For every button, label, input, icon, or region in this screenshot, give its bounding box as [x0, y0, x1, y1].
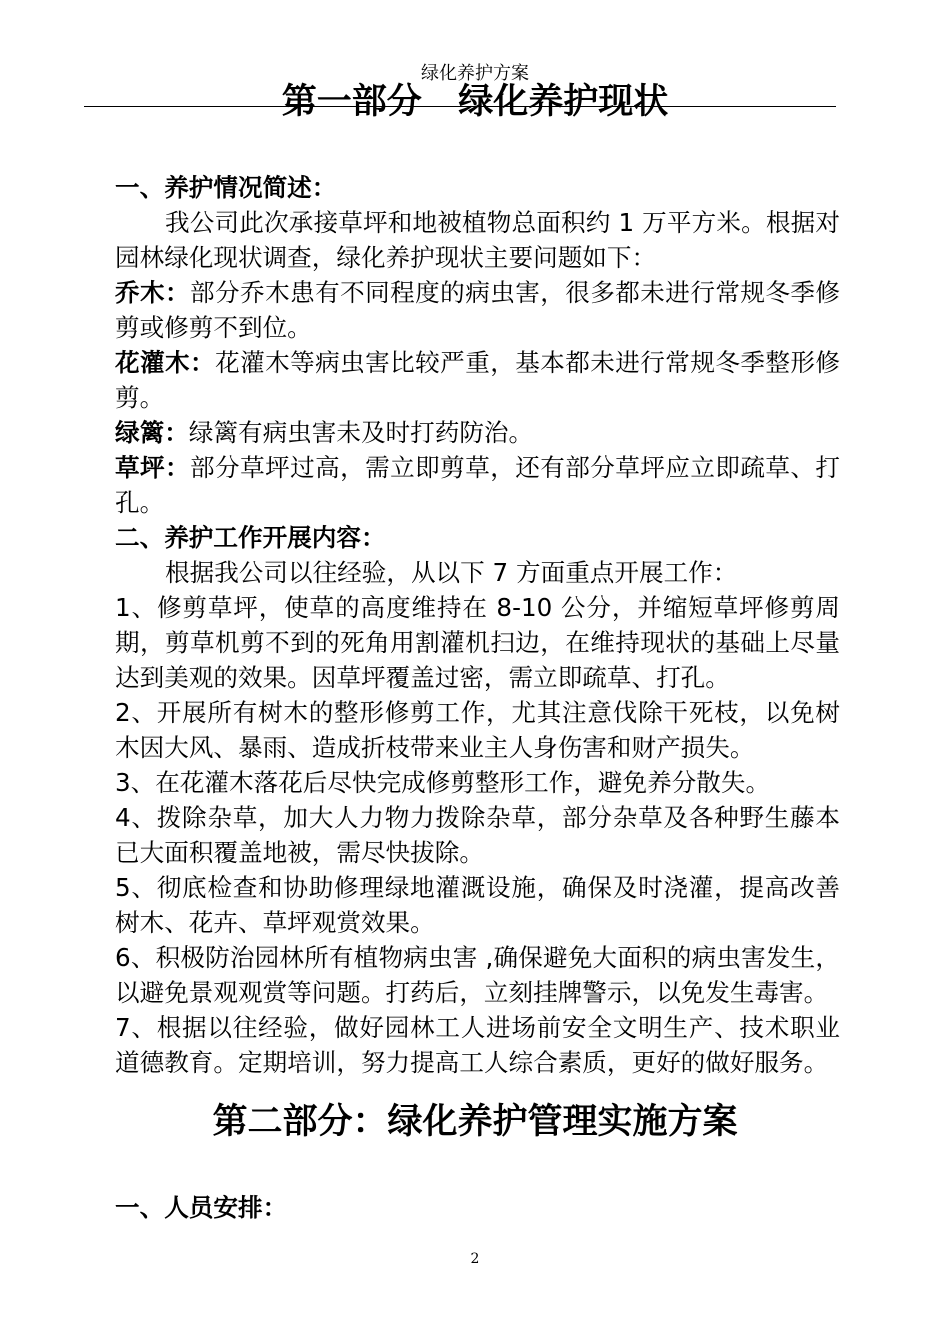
page-number: 2 — [470, 1251, 480, 1267]
work-item: 4、拨除杂草，加大人力物力拨除杂草，部分杂草及各种野生藤本已大面积覆盖地被，需尽快拔除。 — [115, 803, 840, 867]
issue-label: 花灌木： — [115, 348, 216, 377]
part1-body — [115, 170, 840, 1080]
work-item: 1、修剪草坪，使草的高度维持在 8-10 公分，并缩短草坪修剪周期，剪草机剪不到的死角用割灌机扫边，在维持现状的基础上尽量达到美观的效果。因草坪覆盖过密，需立即疏草、打孔。 — [115, 593, 840, 692]
section-heading-work-content: 二、养护工作开展内容： — [115, 523, 386, 552]
issue-label: 草坪： — [115, 453, 191, 482]
work-item: 5、彻底检查和协助修理绿地灌溉设施，确保及时浇灌，提高改善树木、花卉、草坪观赏效果。 — [115, 873, 840, 937]
issue-text: 绿篱有病虫害未及时打药防治。 — [188, 418, 534, 447]
issue-shrubs — [115, 345, 840, 415]
issue-lawn — [115, 450, 840, 520]
issue-text: 部分草坪过高，需立即剪草，还有部分草坪应立即疏草、打孔。 — [115, 453, 840, 517]
section-heading-care-overview: 一、养护情况简述： — [115, 173, 337, 202]
work-item: 6、积极防治园林所有植物病虫害 ,确保避免大面积的病虫害发生，以避免景观观赏等问题。打药后，立刻挂牌警示，以免发生毒害。 — [115, 943, 840, 1007]
issue-text: 部分乔木患有不同程度的病虫害，很多都未进行常规冬季修剪或修剪不到位。 — [115, 278, 840, 342]
work-item: 2、开展所有树木的整形修剪工作，尤其注意伐除干死枝，以免树木因大风、暴雨、造成折枝带来业主人身伤害和财产损失。 — [115, 698, 840, 762]
issue-label: 绿篱： — [115, 418, 189, 447]
work-content-intro: 根据我公司以往经验，从以下 7 方面重点开展工作： — [165, 558, 738, 587]
issue-trees — [115, 275, 840, 345]
issue-text: 花灌木等病虫害比较严重，基本都未进行常规冬季整形修剪。 — [115, 348, 840, 412]
work-item: 7、根据以往经验，做好园林工人进场前安全文明生产、技术职业道德教育。定期培训，努力提高工人综合素质，更好的做好服务。 — [115, 1013, 840, 1077]
work-item: 3、在花灌木落花后尽快完成修剪整形工作，避免养分散失。 — [115, 768, 771, 797]
issue-hedges — [115, 415, 840, 450]
part1-title: 第一部分 绿化养护现状 — [281, 82, 669, 122]
running-header-title: 绿化养护方案 — [421, 63, 529, 84]
part2-title: 第二部分：绿化养护管理实施方案 — [212, 1102, 738, 1142]
section-heading-staffing: 一、人员安排： — [115, 1193, 288, 1222]
issue-label: 乔木： — [115, 278, 191, 307]
care-overview-intro: 我公司此次承接草坪和地被植物总面积约 1 万平方米。根据对园林绿化现状调查，绿化养护现状主要问题如下： — [115, 208, 840, 272]
